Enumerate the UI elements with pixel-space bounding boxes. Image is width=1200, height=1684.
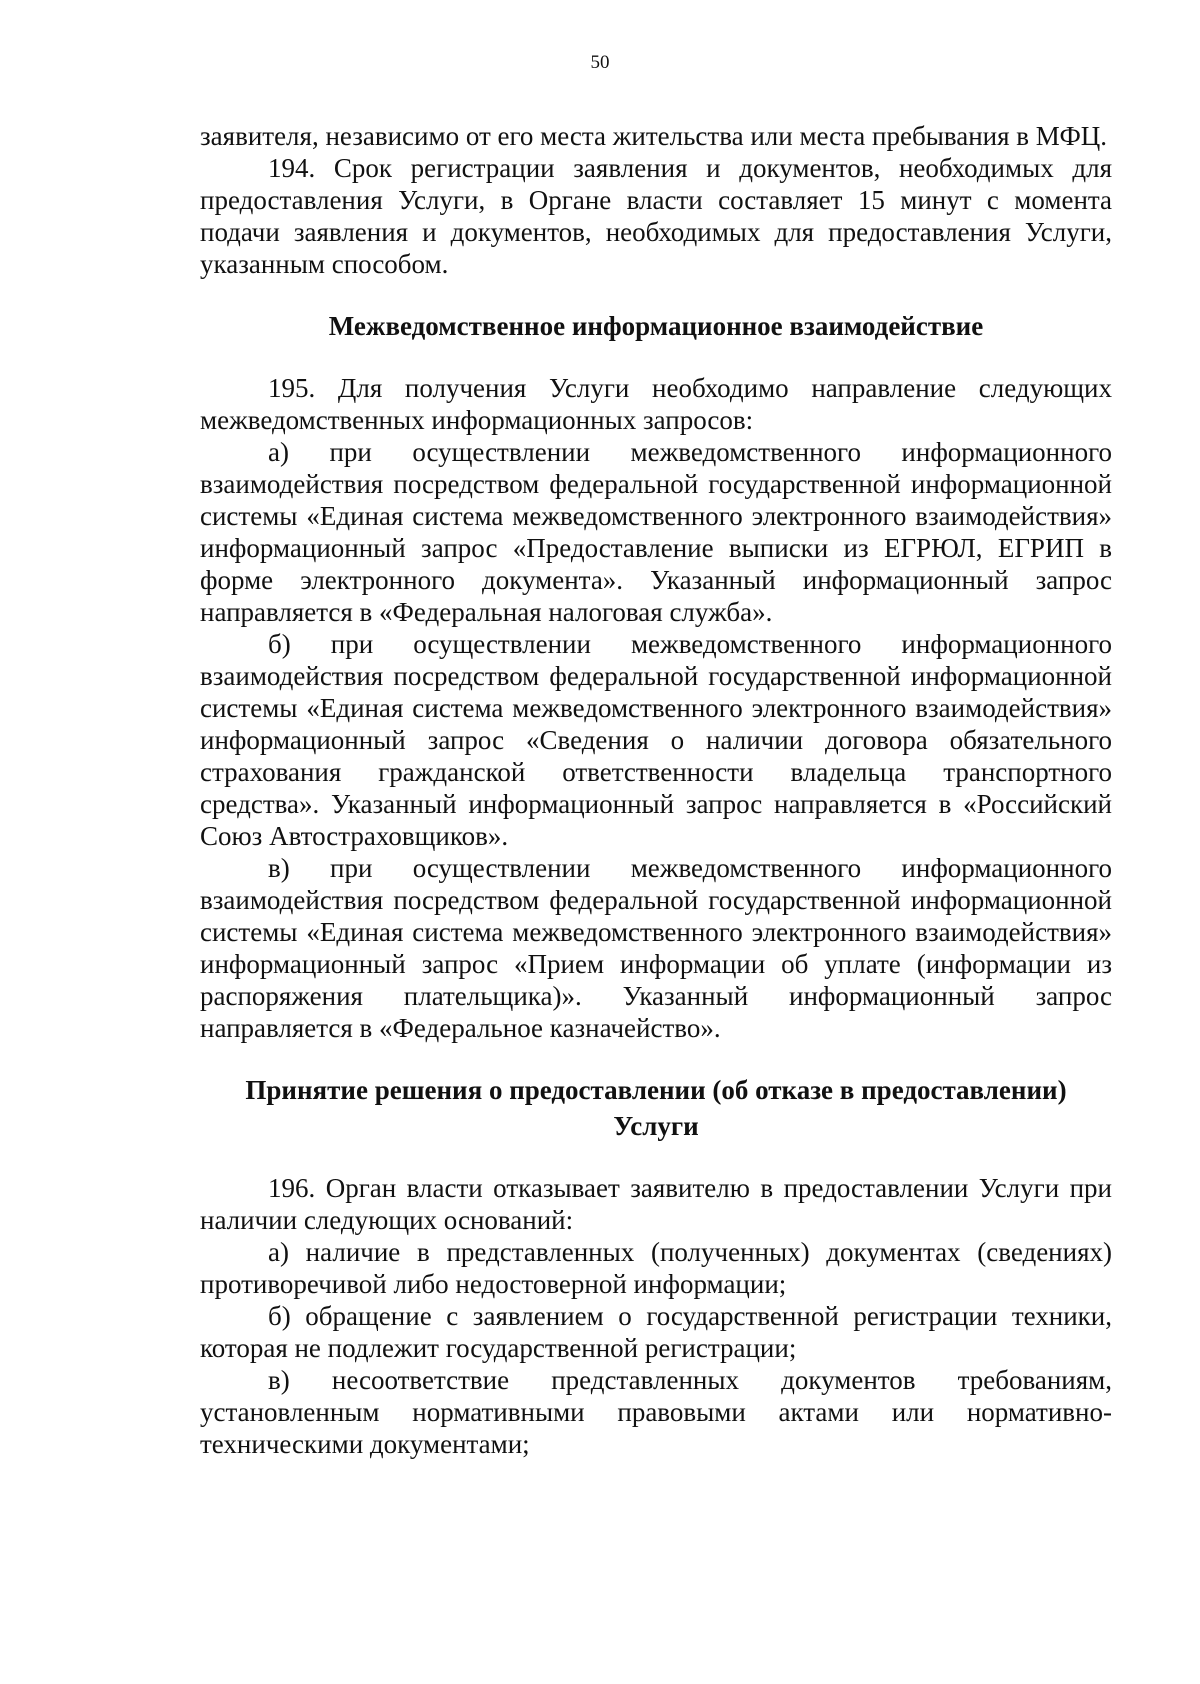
paragraph-continuation: заявителя, независимо от его места жительства или места пребывания в МФЦ. — [200, 121, 1108, 151]
paragraph-195: 195. Для получения Услуги необходимо направление следующих межведомственных информационных запросов: — [200, 373, 1112, 435]
paragraph-196-b: б) обращение с заявлением о государственной регистрации техники, которая не подлежит государственной регистрации; — [200, 1301, 1112, 1363]
page-content — [200, 120, 1112, 1460]
section-heading-interagency: Межведомственное информационное взаимодействие — [328, 311, 984, 341]
paragraph-194: 194. Срок регистрации заявления и документов, необходимых для предоставления Услуги, в Органе власти составляет 15 минут с момента подачи заявления и документов, необходимых для предоставления Услуги, указанным способом. — [200, 153, 1112, 279]
page-number: 50 — [590, 52, 610, 73]
paragraph-196-v: в) несоответствие представленных документов требованиям, установленным нормативными правовыми актами или нормативно-техническими документами; — [200, 1365, 1112, 1459]
paragraph-195-v: в) при осуществлении межведомственного информационного взаимодействия посредством федеральной государственной информационной системы «Единая система межведомственного электронного взаимодействия» информационный запрос «Прием информации об уплате (информации из распоряжения плательщика)». Указанный информационный запрос направляется в «Федеральное казначейство». — [200, 853, 1112, 1043]
paragraph-196-a: а) наличие в представленных (полученных) документах (сведениях) противоречивой либо недостоверной информации; — [200, 1237, 1112, 1299]
paragraph-196: 196. Орган власти отказывает заявителю в предоставлении Услуги при наличии следующих оснований: — [200, 1173, 1112, 1235]
paragraph-195-b: б) при осуществлении межведомственного информационного взаимодействия посредством федеральной государственной информационной системы «Единая система межведомственного электронного взаимодействия» информационный запрос «Сведения о наличии договора обязательного страхования гражданской ответственности владельца транспортного средства». Указанный информационный запрос направляется в «Российский Союз Автостраховщиков». — [200, 629, 1112, 851]
paragraph-195-a: а) при осуществлении межведомственного информационного взаимодействия посредством федеральной государственной информационной системы «Единая система межведомственного электронного взаимодействия» информационный запрос «Предоставление выписки из ЕГРЮЛ, ЕГРИП в форме электронного документа». Указанный информационный запрос направляется в «Федеральная налоговая служба». — [200, 437, 1112, 627]
section-heading-decision: Принятие решения о предоставлении (об отказе в предоставлении) Услуги — [245, 1075, 1067, 1141]
